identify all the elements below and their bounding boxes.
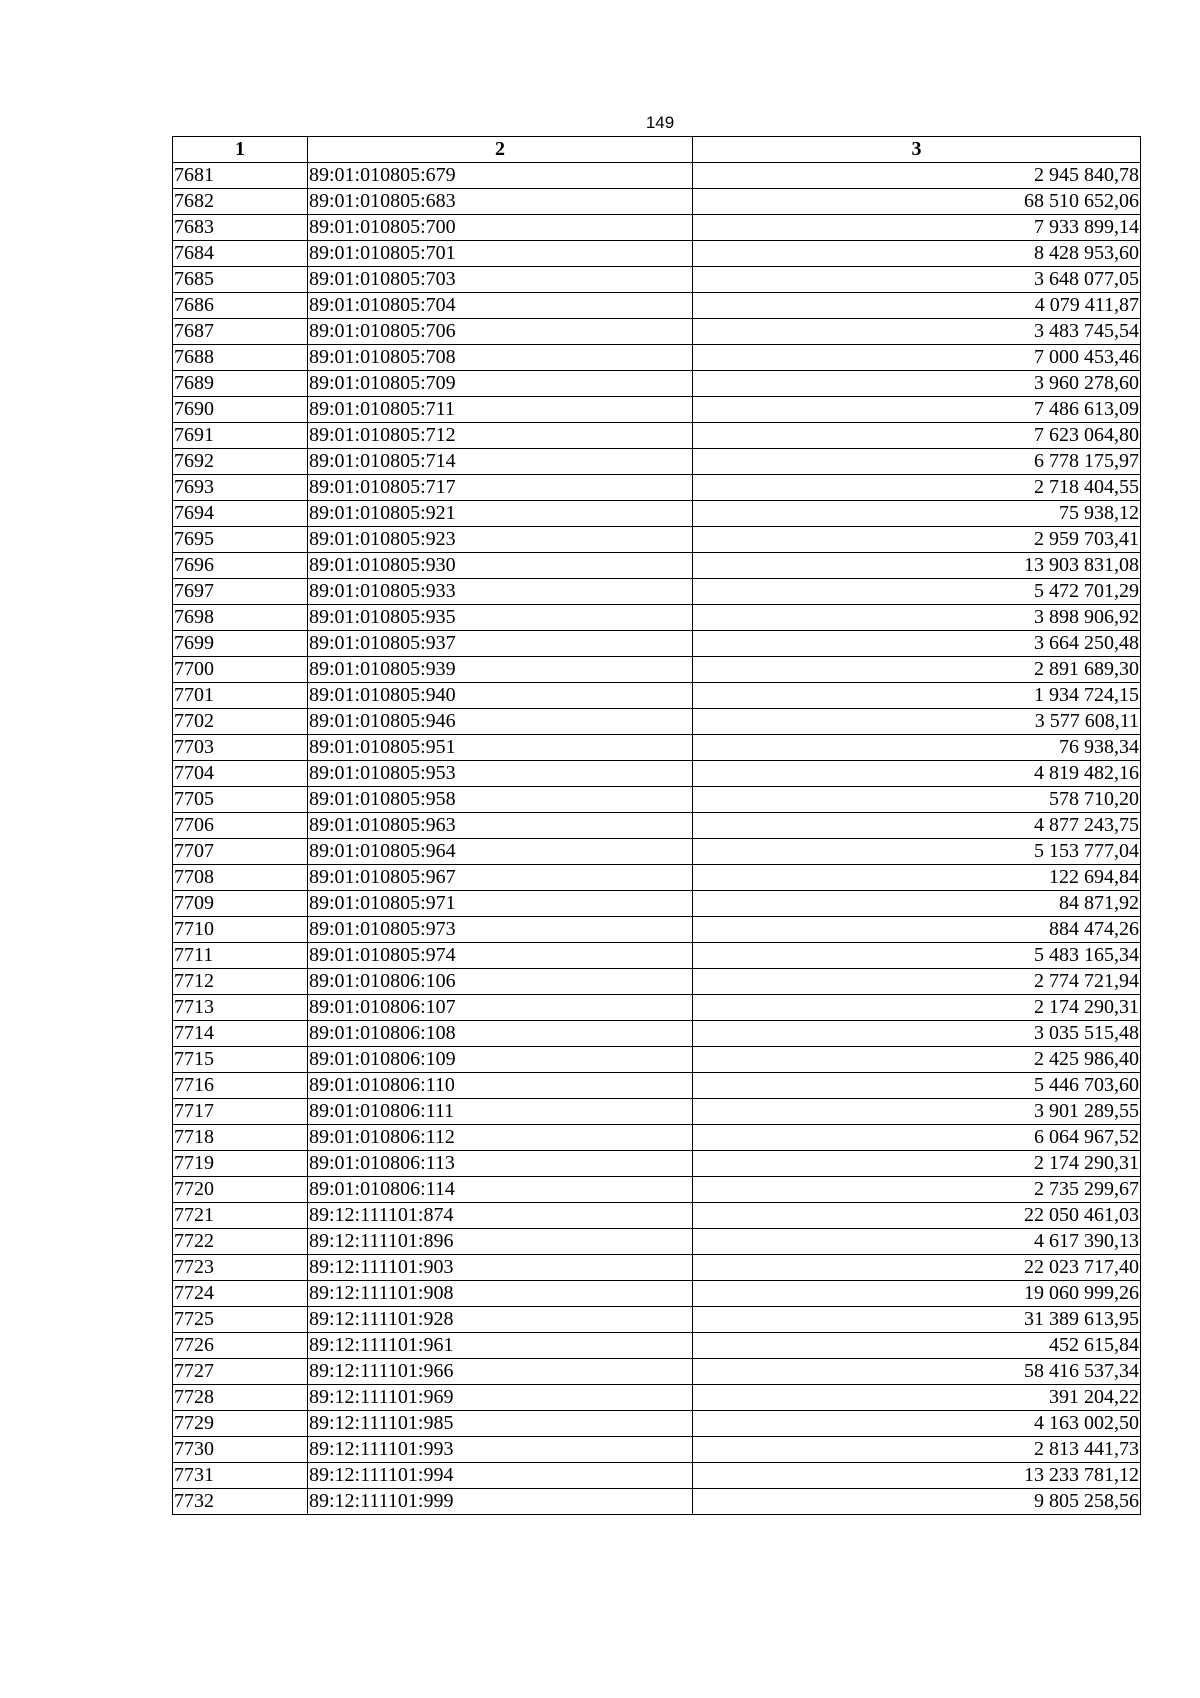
value-cell: 4 819 482,16	[693, 761, 1141, 787]
row-number-cell: 7687	[173, 319, 308, 345]
table-row	[173, 1333, 1141, 1359]
table-row	[173, 423, 1141, 449]
table-row	[173, 1203, 1141, 1229]
row-number-cell: 7701	[173, 683, 308, 709]
cadastral-number-cell: 89:01:010805:951	[308, 735, 693, 761]
value-cell: 3 483 745,54	[693, 319, 1141, 345]
cadastral-number-cell: 89:01:010805:967	[308, 865, 693, 891]
cadastral-number-cell: 89:01:010806:114	[308, 1177, 693, 1203]
cadastral-number-cell: 89:12:111101:908	[308, 1281, 693, 1307]
row-number-cell: 7715	[173, 1047, 308, 1073]
cadastral-number-cell: 89:01:010806:106	[308, 969, 693, 995]
table-row	[173, 1281, 1141, 1307]
row-number-cell: 7716	[173, 1073, 308, 1099]
cadastral-number-cell: 89:01:010806:108	[308, 1021, 693, 1047]
cadastral-number-cell: 89:01:010805:712	[308, 423, 693, 449]
table-row	[173, 709, 1141, 735]
table-row	[173, 241, 1141, 267]
row-number-cell: 7702	[173, 709, 308, 735]
table-row	[173, 527, 1141, 553]
cadastral-number-cell: 89:01:010805:953	[308, 761, 693, 787]
cadastral-number-cell: 89:12:111101:874	[308, 1203, 693, 1229]
row-number-cell: 7721	[173, 1203, 308, 1229]
row-number-cell: 7686	[173, 293, 308, 319]
cadastral-number-cell: 89:01:010805:711	[308, 397, 693, 423]
table-row	[173, 501, 1141, 527]
cadastral-number-cell: 89:01:010805:679	[308, 163, 693, 189]
value-cell: 76 938,34	[693, 735, 1141, 761]
row-number-cell: 7682	[173, 189, 308, 215]
cadastral-number-cell: 89:01:010805:717	[308, 475, 693, 501]
value-cell: 2 425 986,40	[693, 1047, 1141, 1073]
value-cell: 3 901 289,55	[693, 1099, 1141, 1125]
row-number-cell: 7693	[173, 475, 308, 501]
cadastral-number-cell: 89:01:010806:107	[308, 995, 693, 1021]
value-cell: 1 934 724,15	[693, 683, 1141, 709]
table-row	[173, 1047, 1141, 1073]
value-cell: 2 174 290,31	[693, 995, 1141, 1021]
table-row	[173, 397, 1141, 423]
table-row	[173, 1307, 1141, 1333]
table-row	[173, 189, 1141, 215]
value-cell: 22 050 461,03	[693, 1203, 1141, 1229]
value-cell: 84 871,92	[693, 891, 1141, 917]
value-cell: 31 389 613,95	[693, 1307, 1141, 1333]
cadastral-number-cell: 89:12:111101:966	[308, 1359, 693, 1385]
cadastral-number-cell: 89:01:010805:935	[308, 605, 693, 631]
table-row	[173, 475, 1141, 501]
value-cell: 452 615,84	[693, 1333, 1141, 1359]
table-row	[173, 553, 1141, 579]
cadastral-number-cell: 89:12:111101:896	[308, 1229, 693, 1255]
cadastral-number-cell: 89:12:111101:999	[308, 1489, 693, 1515]
row-number-cell: 7717	[173, 1099, 308, 1125]
value-cell: 3 960 278,60	[693, 371, 1141, 397]
value-cell: 578 710,20	[693, 787, 1141, 813]
value-cell: 3 577 608,11	[693, 709, 1141, 735]
table-row	[173, 1125, 1141, 1151]
row-number-cell: 7694	[173, 501, 308, 527]
table-row	[173, 1255, 1141, 1281]
cadastral-number-cell: 89:01:010805:683	[308, 189, 693, 215]
row-number-cell: 7690	[173, 397, 308, 423]
cadastral-number-cell: 89:01:010805:703	[308, 267, 693, 293]
row-number-cell: 7698	[173, 605, 308, 631]
row-number-cell: 7719	[173, 1151, 308, 1177]
cadastral-number-cell: 89:12:111101:985	[308, 1411, 693, 1437]
table-row	[173, 761, 1141, 787]
table-row	[173, 163, 1141, 189]
row-number-cell: 7724	[173, 1281, 308, 1307]
value-cell: 68 510 652,06	[693, 189, 1141, 215]
row-number-cell: 7684	[173, 241, 308, 267]
row-number-cell: 7689	[173, 371, 308, 397]
table-row	[173, 1151, 1141, 1177]
cadastral-number-cell: 89:01:010805:946	[308, 709, 693, 735]
column-header-2: 2	[308, 137, 693, 163]
cadastral-number-cell: 89:01:010805:706	[308, 319, 693, 345]
cadastral-number-cell: 89:01:010806:109	[308, 1047, 693, 1073]
table-row	[173, 1385, 1141, 1411]
value-cell: 4 617 390,13	[693, 1229, 1141, 1255]
table-row	[173, 787, 1141, 813]
table-row	[173, 215, 1141, 241]
table-row	[173, 657, 1141, 683]
value-cell: 5 153 777,04	[693, 839, 1141, 865]
value-cell: 5 446 703,60	[693, 1073, 1141, 1099]
value-cell: 3 664 250,48	[693, 631, 1141, 657]
table-body	[173, 163, 1141, 1515]
row-number-cell: 7700	[173, 657, 308, 683]
value-cell: 2 813 441,73	[693, 1437, 1141, 1463]
table-row	[173, 969, 1141, 995]
row-number-cell: 7688	[173, 345, 308, 371]
cadastral-number-cell: 89:12:111101:994	[308, 1463, 693, 1489]
cadastral-number-cell: 89:12:111101:993	[308, 1437, 693, 1463]
table-row	[173, 683, 1141, 709]
row-number-cell: 7697	[173, 579, 308, 605]
table-row	[173, 1229, 1141, 1255]
cadastral-number-cell: 89:01:010805:964	[308, 839, 693, 865]
row-number-cell: 7710	[173, 917, 308, 943]
cadastral-number-cell: 89:01:010805:933	[308, 579, 693, 605]
value-cell: 3 648 077,05	[693, 267, 1141, 293]
row-number-cell: 7704	[173, 761, 308, 787]
row-number-cell: 7707	[173, 839, 308, 865]
row-number-cell: 7685	[173, 267, 308, 293]
value-cell: 2 718 404,55	[693, 475, 1141, 501]
value-cell: 4 079 411,87	[693, 293, 1141, 319]
table-row	[173, 605, 1141, 631]
row-number-cell: 7713	[173, 995, 308, 1021]
cadastral-number-cell: 89:12:111101:903	[308, 1255, 693, 1281]
value-cell: 8 428 953,60	[693, 241, 1141, 267]
row-number-cell: 7714	[173, 1021, 308, 1047]
value-cell: 13 903 831,08	[693, 553, 1141, 579]
cadastral-number-cell: 89:12:111101:969	[308, 1385, 693, 1411]
value-cell: 6 778 175,97	[693, 449, 1141, 475]
value-cell: 3 898 906,92	[693, 605, 1141, 631]
value-cell: 6 064 967,52	[693, 1125, 1141, 1151]
row-number-cell: 7720	[173, 1177, 308, 1203]
table-row	[173, 1099, 1141, 1125]
value-cell: 3 035 515,48	[693, 1021, 1141, 1047]
cadastral-number-cell: 89:01:010805:963	[308, 813, 693, 839]
row-number-cell: 7695	[173, 527, 308, 553]
page-number: 149	[645, 113, 675, 132]
cadastral-number-cell: 89:01:010805:700	[308, 215, 693, 241]
cadastral-number-cell: 89:01:010806:110	[308, 1073, 693, 1099]
cadastral-number-cell: 89:01:010805:930	[308, 553, 693, 579]
row-number-cell: 7718	[173, 1125, 308, 1151]
table-row	[173, 293, 1141, 319]
table-row	[173, 319, 1141, 345]
table-row	[173, 1411, 1141, 1437]
value-cell: 4 877 243,75	[693, 813, 1141, 839]
table-row	[173, 813, 1141, 839]
row-number-cell: 7727	[173, 1359, 308, 1385]
value-cell: 58 416 537,34	[693, 1359, 1141, 1385]
value-cell: 7 623 064,80	[693, 423, 1141, 449]
cadastral-number-cell: 89:12:111101:928	[308, 1307, 693, 1333]
row-number-cell: 7691	[173, 423, 308, 449]
table-row	[173, 1021, 1141, 1047]
row-number-cell: 7681	[173, 163, 308, 189]
value-cell: 9 805 258,56	[693, 1489, 1141, 1515]
table-row	[173, 839, 1141, 865]
row-number-cell: 7708	[173, 865, 308, 891]
cadastral-number-cell: 89:01:010806:112	[308, 1125, 693, 1151]
value-cell: 75 938,12	[693, 501, 1141, 527]
value-cell: 2 174 290,31	[693, 1151, 1141, 1177]
table-header-row	[173, 137, 1141, 163]
cadastral-number-cell: 89:01:010805:708	[308, 345, 693, 371]
cadastral-number-cell: 89:01:010805:974	[308, 943, 693, 969]
value-cell: 7 000 453,46	[693, 345, 1141, 371]
value-cell: 2 959 703,41	[693, 527, 1141, 553]
value-cell: 4 163 002,50	[693, 1411, 1141, 1437]
value-cell: 391 204,22	[693, 1385, 1141, 1411]
table-row	[173, 917, 1141, 943]
cadastral-number-cell: 89:01:010805:973	[308, 917, 693, 943]
cadastral-number-cell: 89:01:010805:971	[308, 891, 693, 917]
cadastral-number-cell: 89:01:010805:704	[308, 293, 693, 319]
row-number-cell: 7692	[173, 449, 308, 475]
table-row	[173, 449, 1141, 475]
table-row	[173, 579, 1141, 605]
row-number-cell: 7712	[173, 969, 308, 995]
table-row	[173, 345, 1141, 371]
value-cell: 884 474,26	[693, 917, 1141, 943]
value-cell: 19 060 999,26	[693, 1281, 1141, 1307]
value-cell: 2 945 840,78	[693, 163, 1141, 189]
row-number-cell: 7732	[173, 1489, 308, 1515]
row-number-cell: 7696	[173, 553, 308, 579]
cadastral-number-cell: 89:01:010805:921	[308, 501, 693, 527]
table-row	[173, 1177, 1141, 1203]
value-cell: 2 735 299,67	[693, 1177, 1141, 1203]
value-cell: 5 472 701,29	[693, 579, 1141, 605]
table-row	[173, 267, 1141, 293]
row-number-cell: 7705	[173, 787, 308, 813]
cadastral-number-cell: 89:01:010805:709	[308, 371, 693, 397]
table-row	[173, 1437, 1141, 1463]
row-number-cell: 7729	[173, 1411, 308, 1437]
row-number-cell: 7723	[173, 1255, 308, 1281]
table-row	[173, 891, 1141, 917]
row-number-cell: 7709	[173, 891, 308, 917]
row-number-cell: 7726	[173, 1333, 308, 1359]
value-cell: 2 774 721,94	[693, 969, 1141, 995]
row-number-cell: 7711	[173, 943, 308, 969]
column-header-1: 1	[173, 137, 308, 163]
cadastral-number-cell: 89:01:010806:111	[308, 1099, 693, 1125]
cadastral-number-cell: 89:01:010805:923	[308, 527, 693, 553]
row-number-cell: 7731	[173, 1463, 308, 1489]
table-row	[173, 1359, 1141, 1385]
table-row	[173, 631, 1141, 657]
table-row	[173, 1073, 1141, 1099]
value-cell: 22 023 717,40	[693, 1255, 1141, 1281]
cadastral-number-cell: 89:01:010806:113	[308, 1151, 693, 1177]
table-row	[173, 995, 1141, 1021]
table-row	[173, 865, 1141, 891]
value-cell: 7 486 613,09	[693, 397, 1141, 423]
cadastral-number-cell: 89:01:010805:937	[308, 631, 693, 657]
column-header-3: 3	[693, 137, 1141, 163]
row-number-cell: 7722	[173, 1229, 308, 1255]
table-row	[173, 735, 1141, 761]
row-number-cell: 7699	[173, 631, 308, 657]
cadastral-number-cell: 89:12:111101:961	[308, 1333, 693, 1359]
data-table	[172, 136, 1141, 1515]
table-row	[173, 1463, 1141, 1489]
row-number-cell: 7706	[173, 813, 308, 839]
cadastral-number-cell: 89:01:010805:939	[308, 657, 693, 683]
value-cell: 7 933 899,14	[693, 215, 1141, 241]
row-number-cell: 7730	[173, 1437, 308, 1463]
cadastral-number-cell: 89:01:010805:940	[308, 683, 693, 709]
value-cell: 122 694,84	[693, 865, 1141, 891]
cadastral-number-cell: 89:01:010805:701	[308, 241, 693, 267]
row-number-cell: 7703	[173, 735, 308, 761]
cadastral-number-cell: 89:01:010805:714	[308, 449, 693, 475]
value-cell: 5 483 165,34	[693, 943, 1141, 969]
table-row	[173, 371, 1141, 397]
row-number-cell: 7683	[173, 215, 308, 241]
row-number-cell: 7728	[173, 1385, 308, 1411]
table-row	[173, 943, 1141, 969]
value-cell: 2 891 689,30	[693, 657, 1141, 683]
value-cell: 13 233 781,12	[693, 1463, 1141, 1489]
table-row	[173, 1489, 1141, 1515]
cadastral-number-cell: 89:01:010805:958	[308, 787, 693, 813]
row-number-cell: 7725	[173, 1307, 308, 1333]
